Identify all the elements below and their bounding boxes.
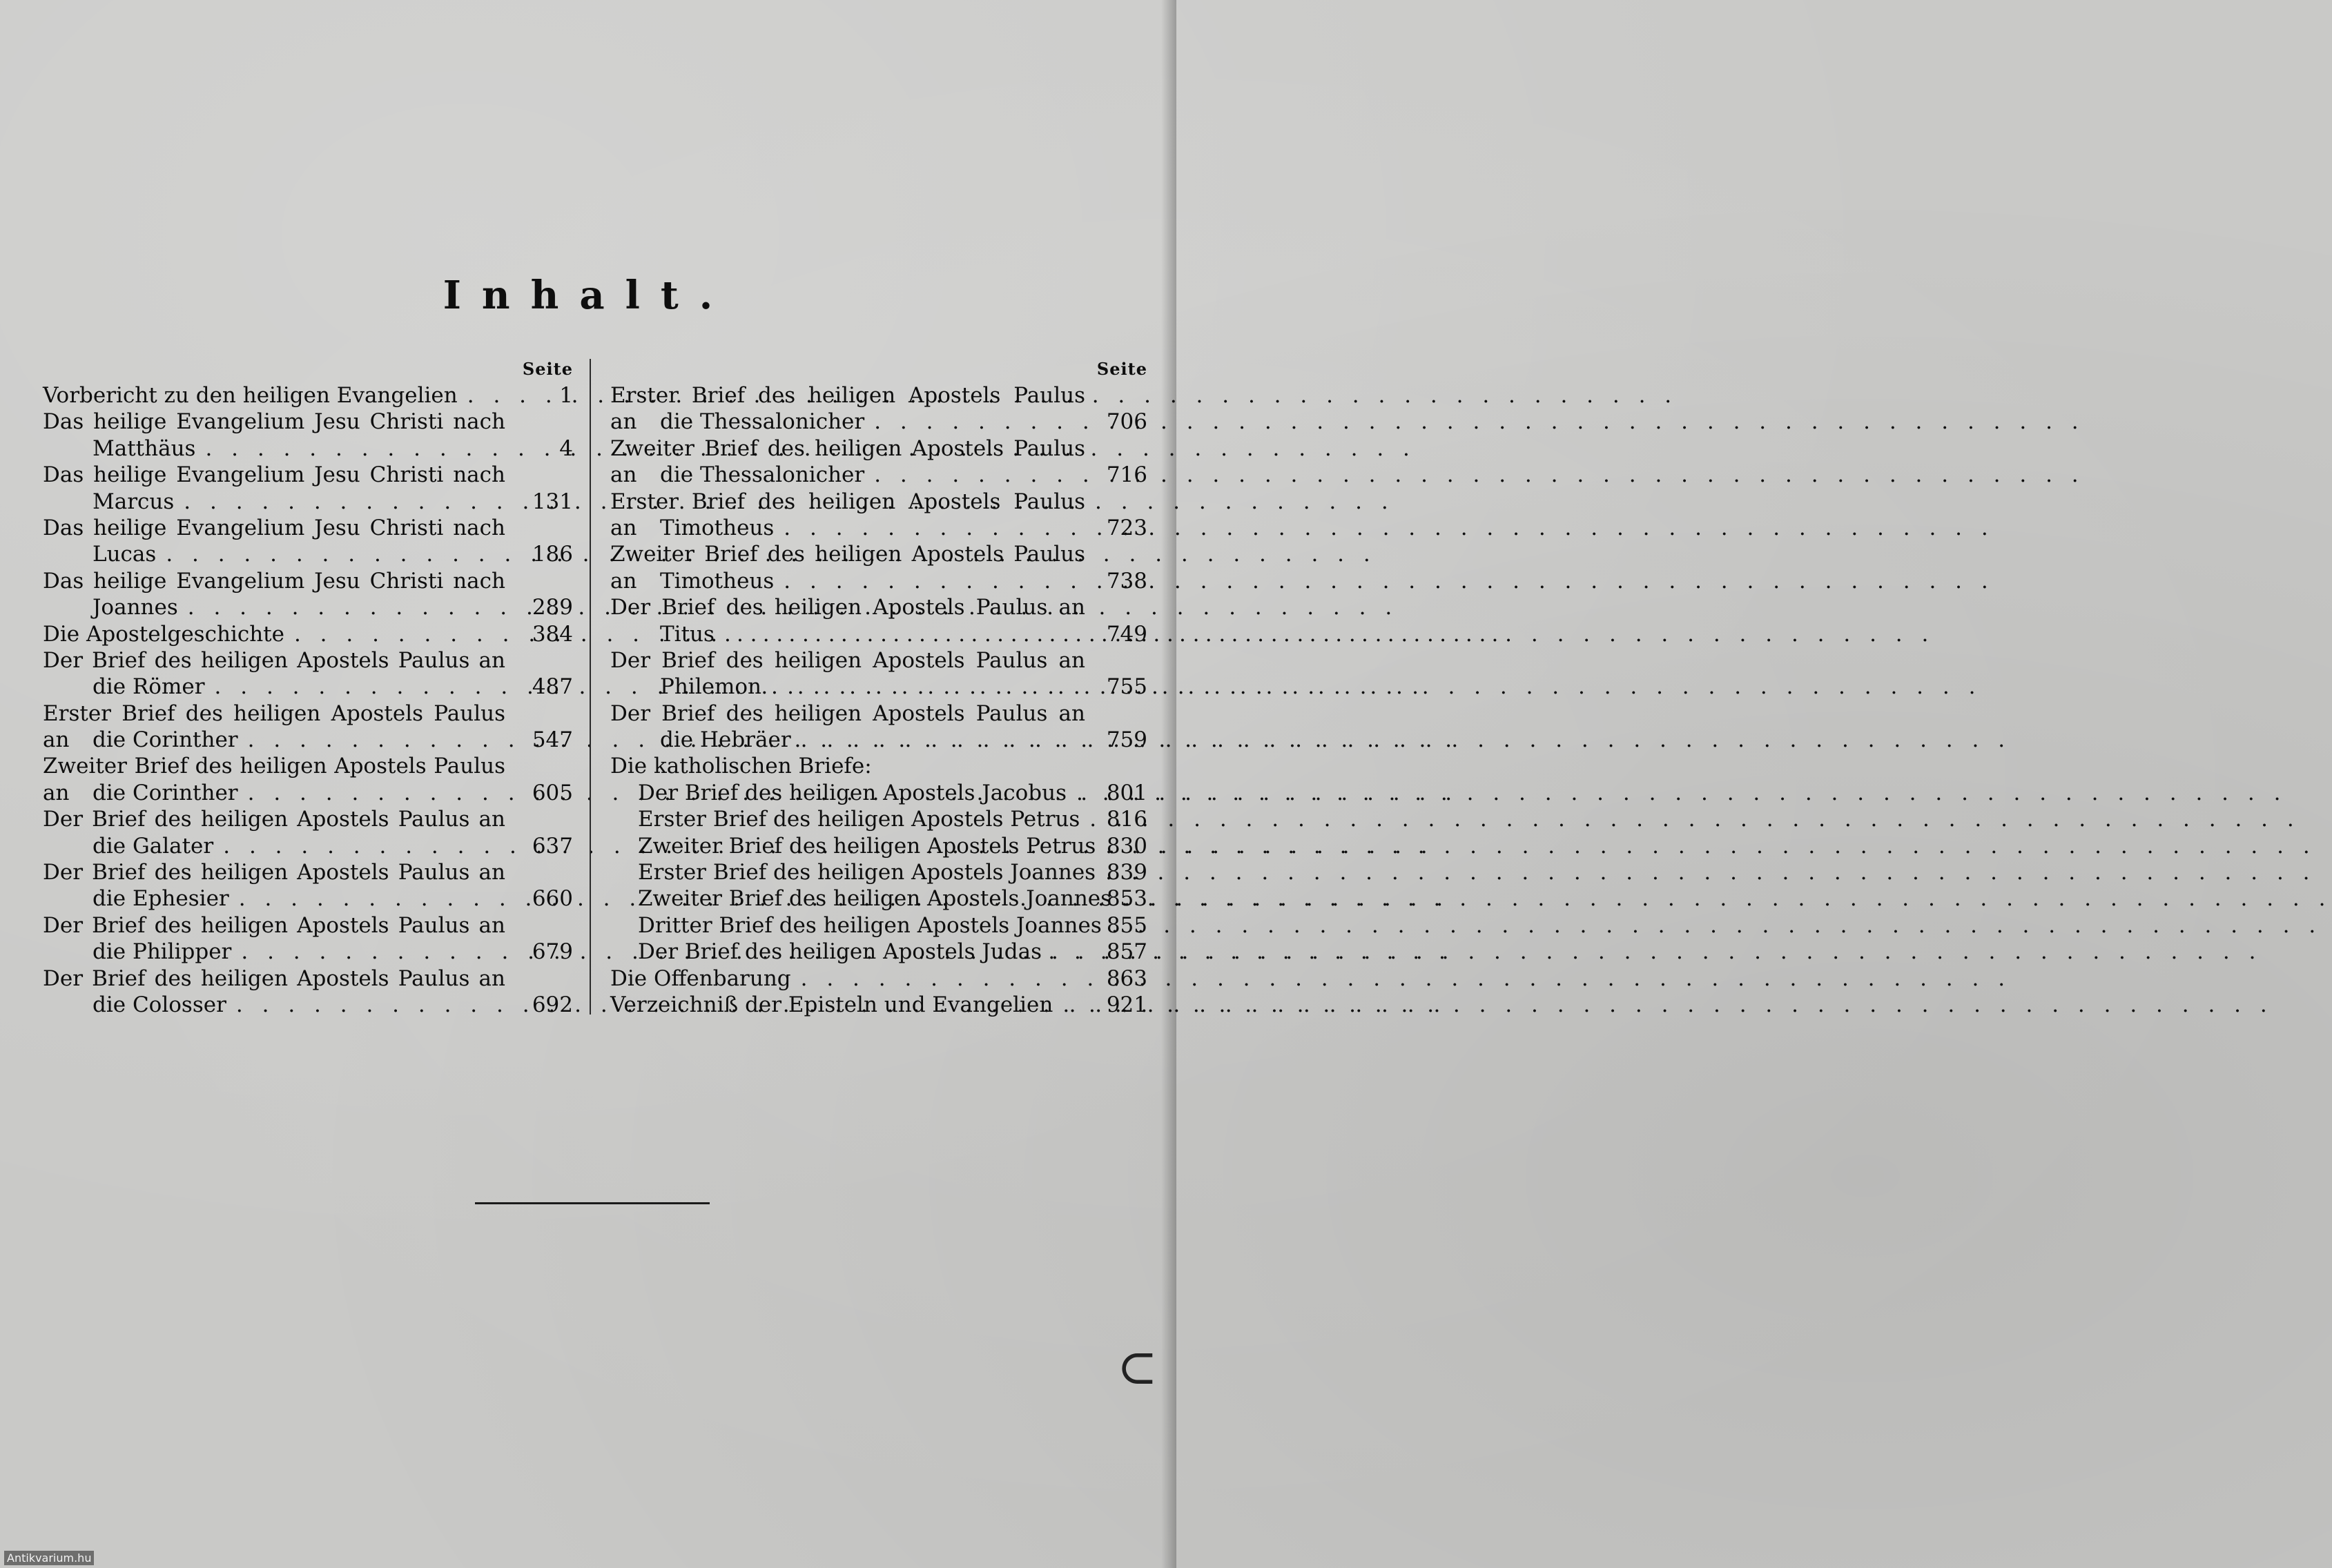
toc-page-number: 384 — [532, 621, 573, 647]
toc-entry-text: Das heilige Evangelium Jesu Christi nach — [43, 515, 505, 540]
toc-entry-text-row — [93, 885, 505, 912]
toc-page-number: 679 — [532, 939, 573, 965]
toc-entry — [610, 806, 1147, 832]
toc-entry-text: Der Brief des heiligen Apostels Paulus an — [43, 860, 505, 885]
dot-leader — [1111, 885, 2331, 912]
toc-entry-line — [43, 435, 573, 462]
toc-entry-line — [43, 489, 573, 515]
toc-entry — [610, 966, 1147, 992]
toc-entry-text-row — [93, 833, 505, 859]
dot-leader — [774, 515, 1994, 541]
toc-page-number: 863 — [1106, 966, 1147, 991]
toc-entry-text-row — [660, 621, 1085, 647]
toc-page-number: 1 — [559, 383, 573, 408]
toc-page-number: 289 — [532, 595, 573, 620]
toc-entry-line — [43, 806, 573, 832]
toc-entry-text: Die Offenbarung — [610, 966, 791, 991]
toc-entry-text: Zweiter Brief des heiligen Apostels Paulus an — [610, 542, 1085, 594]
toc-entry-text-row — [638, 833, 1096, 859]
toc-entry-text: Der Brief des heiligen Apostels Jacobus — [638, 780, 1067, 805]
toc-entry-text: Marcus — [93, 489, 175, 514]
toc-entry-line — [43, 939, 573, 965]
toc-entry-text-row — [93, 727, 505, 753]
toc-page-number: 749 — [1106, 621, 1147, 647]
toc-entry-text: Zweiter Brief des heiligen Apostels Paulus an — [610, 435, 1085, 488]
toc-page-number: 801 — [1106, 780, 1147, 805]
toc-entry-text: Der Brief des heiligen Apostels Paulus an — [43, 912, 505, 938]
dot-leader — [791, 727, 2011, 753]
dot-leader — [1067, 780, 2286, 806]
toc-entry-text: Joannes — [93, 595, 178, 620]
catholic-letters-list — [610, 780, 1147, 966]
toc-entry-text: Der Brief des heiligen Apostels Paulus an — [43, 966, 505, 991]
toc-entry-text-row — [93, 435, 505, 462]
toc-entry-line — [43, 727, 573, 753]
toc-page-number: 186 — [532, 542, 573, 567]
toc-entry-text-row — [93, 489, 505, 515]
toc-entry-text: Das heilige Evangelium Jesu Christi nach — [43, 568, 505, 594]
toc-page-number: 131 — [532, 489, 573, 514]
toc-entry-line — [43, 912, 573, 939]
toc-entry-line — [43, 541, 573, 567]
toc-entry-text-row — [93, 939, 505, 965]
toc-entry-text: Zweiter Brief des heiligen Apostels Petrus — [638, 833, 1096, 859]
toc-entry — [43, 621, 573, 647]
toc-entry-text: die Ephesier — [93, 886, 229, 912]
toc-entry — [43, 647, 573, 700]
decorative-rule — [475, 1202, 710, 1204]
toc-entry-line — [43, 966, 573, 992]
toc-page-number: 738 — [1106, 568, 1147, 594]
toc-entry-text: Zweiter Brief des heiligen Apostels Paulus an — [43, 754, 505, 805]
toc-page-number: 921 — [1106, 992, 1147, 1017]
toc-entry-text-row — [660, 409, 1085, 435]
toc-right-list — [610, 382, 1147, 753]
toc-entry — [43, 382, 573, 409]
dot-leader — [1096, 833, 2315, 859]
toc-entry-line — [43, 515, 573, 541]
toc-entry-text: die Corinther — [93, 780, 238, 805]
toc-entry — [43, 462, 573, 515]
toc-entry-text-row — [638, 806, 1085, 832]
toc-entry — [43, 806, 573, 859]
toc-entry-line — [610, 409, 1147, 435]
toc-entry-text: Der Brief des heiligen Apostels Paulus an — [43, 807, 505, 832]
toc-entry — [610, 885, 1147, 912]
toc-entry — [610, 912, 1147, 939]
toc-entry — [610, 833, 1147, 859]
toc-entry-line — [610, 727, 1147, 753]
dot-leader — [774, 568, 1994, 594]
toc-entry-text: Timotheus — [660, 515, 775, 540]
toc-entry-text: Dritter Brief des heiligen Apostels Joannes — [638, 912, 1102, 938]
toc-entry-text-row — [660, 515, 1085, 541]
toc-entry-line — [43, 780, 573, 806]
toc-entry-text: Erster Brief des heiligen Apostels Petrus — [638, 807, 1080, 832]
toc-entry-text-row — [610, 992, 1085, 1018]
toc-entry-line — [43, 992, 573, 1018]
toc-entry-line — [43, 647, 573, 674]
toc-entry-text: Timotheus — [660, 568, 775, 594]
toc-entry-text-row — [660, 568, 1085, 594]
toc-entry-text: die Römer — [93, 674, 205, 700]
toc-page-number: 830 — [1106, 833, 1147, 859]
toc-entry — [43, 515, 573, 568]
toc-entry — [610, 541, 1147, 594]
toc-entry — [43, 568, 573, 621]
toc-entry-text-row — [43, 621, 505, 647]
dot-leader — [791, 966, 2011, 992]
toc-entry-text-row — [660, 727, 1085, 753]
toc-entry-text-row — [638, 885, 1112, 912]
toc-entry-text: Der Brief des heiligen Apostels Judas — [638, 939, 1042, 965]
toc-entry-text: Erster Brief des heiligen Apostels Paulus an — [610, 489, 1085, 540]
toc-entry-text-row — [660, 462, 1085, 488]
toc-entry-text: Erster Brief des heiligen Apostels Paulus an — [610, 383, 1085, 435]
seite-column-label-left: Seite — [522, 359, 573, 379]
dot-leader — [1042, 939, 2262, 965]
toc-entry — [43, 753, 573, 806]
toc-page-number: 853 — [1106, 886, 1147, 912]
toc-entry-text: Der Brief des heiligen Apostels Paulus an — [610, 647, 1085, 673]
page-curl-mark: ⊂ — [1117, 1339, 1158, 1395]
dot-leader — [715, 621, 1934, 647]
toc-page-number: 4 — [559, 435, 573, 461]
toc-entry-text: Vorbericht zu den heiligen Evangelien — [43, 383, 458, 408]
toc-entry-text: Der Brief des heiligen Apostels Paulus an — [610, 595, 1085, 620]
toc-final-list — [610, 966, 1147, 1019]
toc-page-number: 692 — [532, 992, 573, 1017]
toc-page-number: 716 — [1106, 462, 1147, 488]
toc-entry-text-row — [43, 382, 505, 409]
dot-leader — [761, 674, 1981, 700]
toc-entry-line — [43, 621, 573, 647]
toc-entry — [610, 647, 1147, 700]
toc-entry-text-row — [638, 780, 1085, 806]
toc-entry — [43, 859, 573, 912]
toc-entry-text-row — [638, 859, 1096, 885]
toc-entry-text-row — [638, 939, 1085, 965]
toc-entry — [610, 594, 1147, 647]
toc-page-number: 660 — [532, 886, 573, 912]
toc-entry — [610, 382, 1147, 435]
toc-entry-line — [610, 674, 1147, 700]
toc-page-number: 723 — [1106, 515, 1147, 540]
toc-entry-text: die Philipper — [93, 939, 232, 965]
toc-left-column — [43, 359, 573, 1018]
toc-entry-text: Die Apostelgeschichte — [43, 621, 284, 647]
toc-entry-text: Erster Brief des heiligen Apostels Paulus an — [43, 700, 505, 753]
toc-entry-line — [43, 594, 573, 620]
dot-leader — [1080, 806, 2300, 832]
column-divider — [590, 359, 591, 1015]
dot-leader — [1053, 992, 2273, 1018]
toc-entry-text-row — [93, 674, 505, 700]
toc-page-number: 605 — [532, 780, 573, 805]
toc-page-number: 839 — [1106, 860, 1147, 885]
toc-entry — [43, 912, 573, 966]
toc-entry-text: Zweiter Brief des heiligen Apostels Joannes — [638, 886, 1112, 912]
dot-leader — [864, 409, 2084, 435]
seite-column-label-right: Seite — [1096, 359, 1147, 379]
toc-entry-line — [610, 647, 1147, 674]
toc-entry-text: die Colosser — [93, 992, 226, 1017]
toc-entry-text: Titus — [660, 621, 715, 647]
dot-leader — [1102, 912, 2322, 939]
toc-entry — [610, 489, 1147, 542]
toc-entry-text-row — [93, 992, 505, 1018]
page-title: Inhalt. — [443, 273, 734, 318]
toc-entry-text-row — [93, 541, 505, 567]
toc-entry-text-row — [660, 674, 1085, 700]
toc-entry-line — [43, 885, 573, 912]
toc-entry-text: Lucas — [93, 542, 157, 567]
toc-right-column — [610, 359, 1147, 1018]
toc-page-number: 755 — [1106, 674, 1147, 700]
toc-page-number: 487 — [532, 674, 573, 700]
toc-entry-text: Der Brief des heiligen Apostels Paulus an — [43, 647, 505, 673]
toc-entry-line — [43, 462, 573, 488]
toc-entry-text: die Hebräer — [660, 727, 791, 753]
toc-page-number: 706 — [1106, 409, 1147, 435]
toc-entry-text: Der Brief des heiligen Apostels Paulus an — [610, 700, 1085, 726]
toc-entry — [610, 939, 1147, 965]
watermark-text: Antikvarium.hu — [4, 1551, 94, 1565]
toc-entry-text: Verzeichniß der Episteln und Evangelien — [610, 992, 1053, 1017]
toc-entry — [610, 780, 1147, 806]
catholic-letters-heading: Die katholischen Briefe: — [610, 754, 872, 779]
toc-entry-text: Philemon — [660, 674, 762, 700]
toc-entry — [610, 700, 1147, 754]
toc-entry — [610, 992, 1147, 1018]
toc-page-number: 759 — [1106, 727, 1147, 753]
toc-entry-line — [610, 462, 1147, 488]
toc-entry-text-row — [638, 912, 1102, 939]
toc-entry-line — [43, 568, 573, 594]
toc-entry — [43, 700, 573, 754]
toc-entry-text: die Galater — [93, 833, 214, 859]
toc-left-list — [43, 382, 573, 1018]
toc-entry-line — [43, 833, 573, 859]
toc-entry-line — [610, 515, 1147, 541]
toc-entry-text: die Corinther — [93, 727, 238, 753]
toc-page-number: 547 — [532, 727, 573, 753]
dot-leader — [864, 462, 2084, 488]
dot-leader — [1096, 859, 2315, 885]
toc-entry-line — [610, 700, 1147, 727]
toc-entry-text-row — [93, 780, 505, 806]
toc-entry-line — [43, 859, 573, 885]
toc-entry — [43, 966, 573, 1019]
toc-entry-text-row — [610, 966, 1085, 992]
toc-entry-line — [610, 621, 1147, 647]
toc-entry-line — [43, 409, 573, 435]
toc-entry-text: die Thessalonicher — [660, 462, 865, 488]
toc-page-number: 637 — [532, 833, 573, 859]
toc-entry-text: Matthäus — [93, 435, 196, 461]
toc-entry-text: Erster Brief des heiligen Apostels Joannes — [638, 860, 1096, 885]
toc-entry-text: Das heilige Evangelium Jesu Christi nach — [43, 409, 505, 435]
toc-entry-text-row — [93, 594, 505, 620]
toc-entry-line — [610, 568, 1147, 594]
toc-page-number: 816 — [1106, 807, 1147, 832]
toc-entry — [610, 859, 1147, 885]
toc-entry-text: Das heilige Evangelium Jesu Christi nach — [43, 462, 505, 488]
toc-page-number: 857 — [1106, 939, 1147, 965]
toc-page-number: 855 — [1106, 912, 1147, 938]
toc-entry-line — [43, 382, 573, 409]
toc-entry — [43, 409, 573, 462]
toc-entry-line — [610, 594, 1147, 620]
toc-entry — [610, 435, 1147, 489]
toc-entry-text: die Thessalonicher — [660, 409, 865, 435]
toc-entry-line — [43, 674, 573, 700]
